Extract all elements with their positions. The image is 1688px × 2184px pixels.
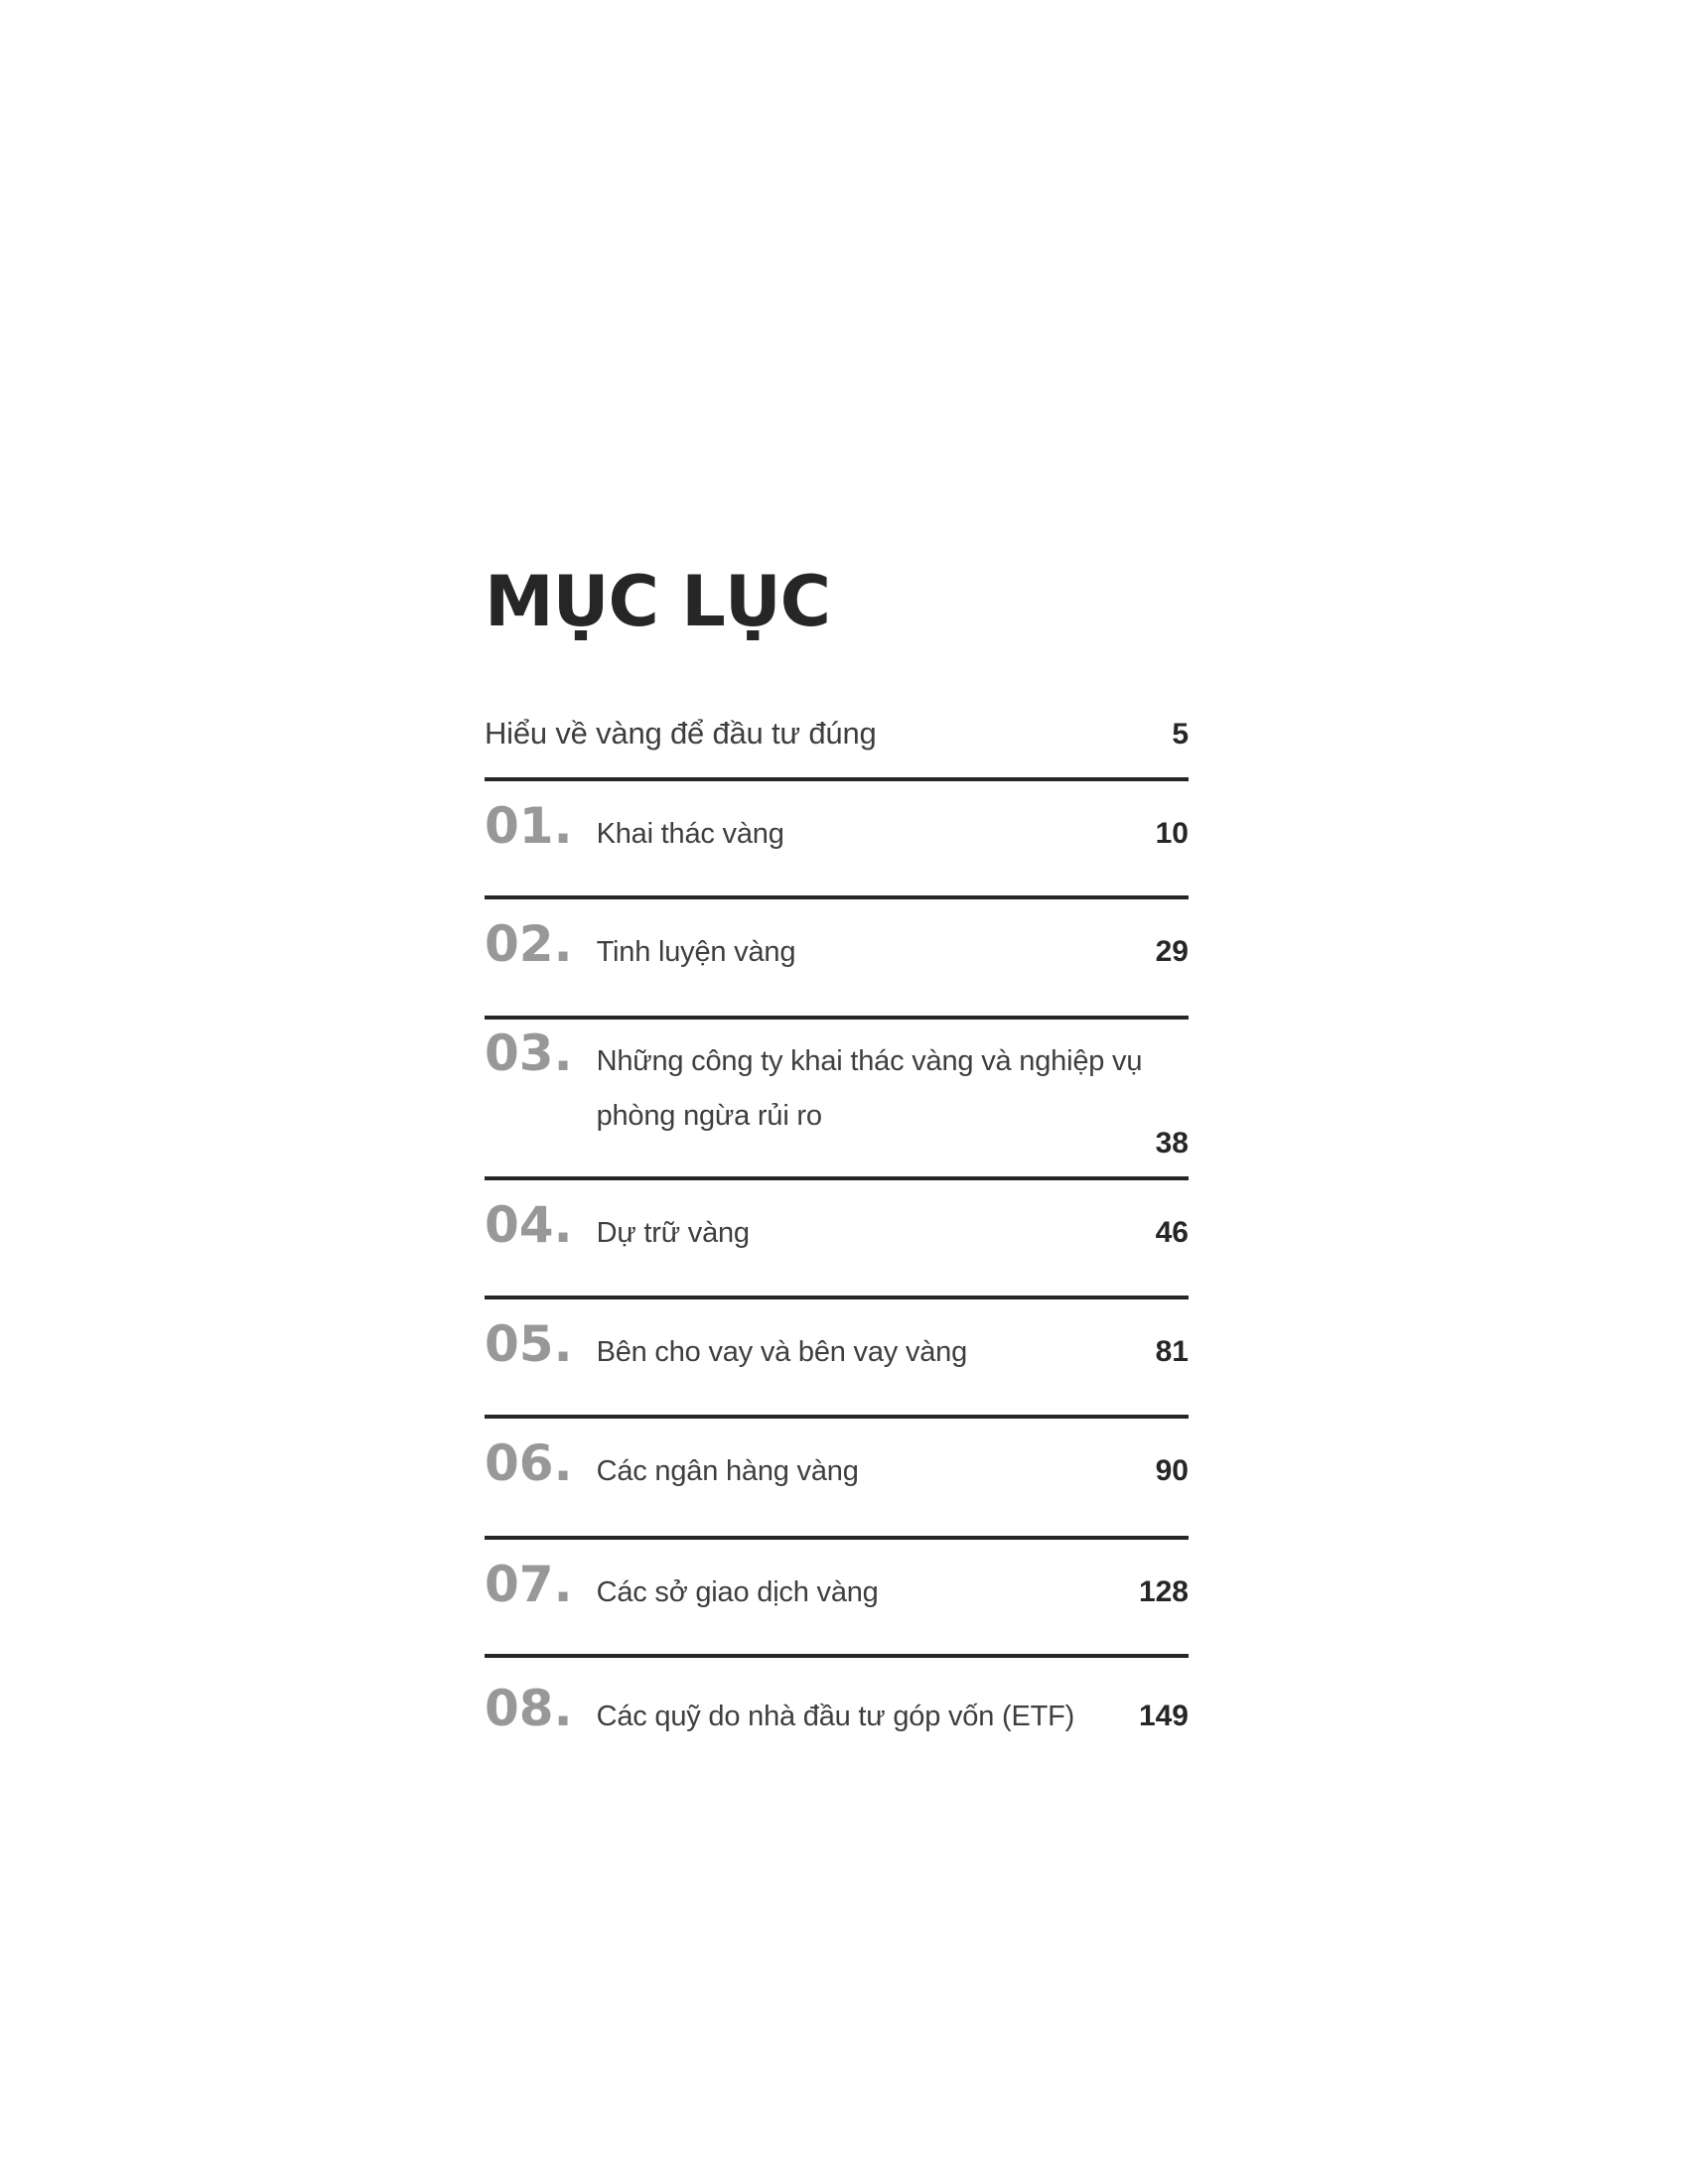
entry-08-title: Các quỹ do nhà đầu tư góp vốn (ETF): [596, 1701, 1075, 1732]
entry-01-number: 01.: [485, 797, 573, 855]
entry-05-page-number: 81: [1155, 1335, 1189, 1368]
entry-04-title: Dự trữ vàng: [596, 1217, 750, 1249]
entry-02-page-number: 29: [1155, 935, 1189, 968]
toc-intro-row: [485, 712, 1189, 755]
toc-entry-08: [485, 1654, 1189, 1783]
entry-06-title: Các ngân hàng vàng: [596, 1455, 859, 1487]
page-title: MỤC LỤC: [485, 561, 831, 642]
entry-07-title: Các sở giao dịch vàng: [596, 1576, 879, 1608]
entry-01-page-number: 10: [1155, 817, 1189, 850]
entry-05-title: Bên cho vay và bên vay vàng: [596, 1336, 968, 1368]
toc-entry-07: [485, 1536, 1189, 1654]
entry-03-title: [597, 1034, 1143, 1144]
entry-04-number: 04.: [485, 1196, 573, 1254]
entry-03-title-line2: phòng ngừa rủi ro: [596, 1100, 822, 1132]
entry-02-number: 02.: [485, 915, 573, 973]
entry-06-page-number: 90: [1155, 1454, 1189, 1487]
entry-04-page-number: 46: [1155, 1216, 1189, 1249]
entry-03-title-line1: Những công ty khai thác vàng và nghiệp vụ: [596, 1045, 1143, 1077]
entry-03-page-number: 38: [1155, 1127, 1189, 1160]
entry-08-page-number: 149: [1138, 1700, 1189, 1732]
entry-05-number: 05.: [485, 1315, 573, 1373]
table-of-contents: [485, 0, 1189, 1783]
toc-entry-06: [485, 1415, 1189, 1536]
entry-01-title: Khai thác vàng: [596, 818, 784, 850]
toc-entry-04: [485, 1176, 1189, 1296]
entry-02-title: Tinh luyện vàng: [596, 936, 796, 968]
entry-06-number: 06.: [485, 1434, 573, 1492]
intro-page-number: 5: [1172, 718, 1189, 751]
entry-07-page-number: 128: [1138, 1575, 1189, 1608]
toc-entry-list: [485, 777, 1189, 1783]
entry-08-number: 08.: [485, 1680, 573, 1737]
toc-entry-01: [485, 777, 1189, 895]
toc-entry-05: [485, 1296, 1189, 1415]
intro-title: Hiểu về vàng để đầu tư đúng: [485, 716, 877, 751]
toc-entry-03: [485, 1016, 1189, 1176]
toc-entry-02: [485, 895, 1189, 1016]
entry-03-number: 03.: [485, 1024, 573, 1082]
entry-07-number: 07.: [485, 1556, 573, 1613]
